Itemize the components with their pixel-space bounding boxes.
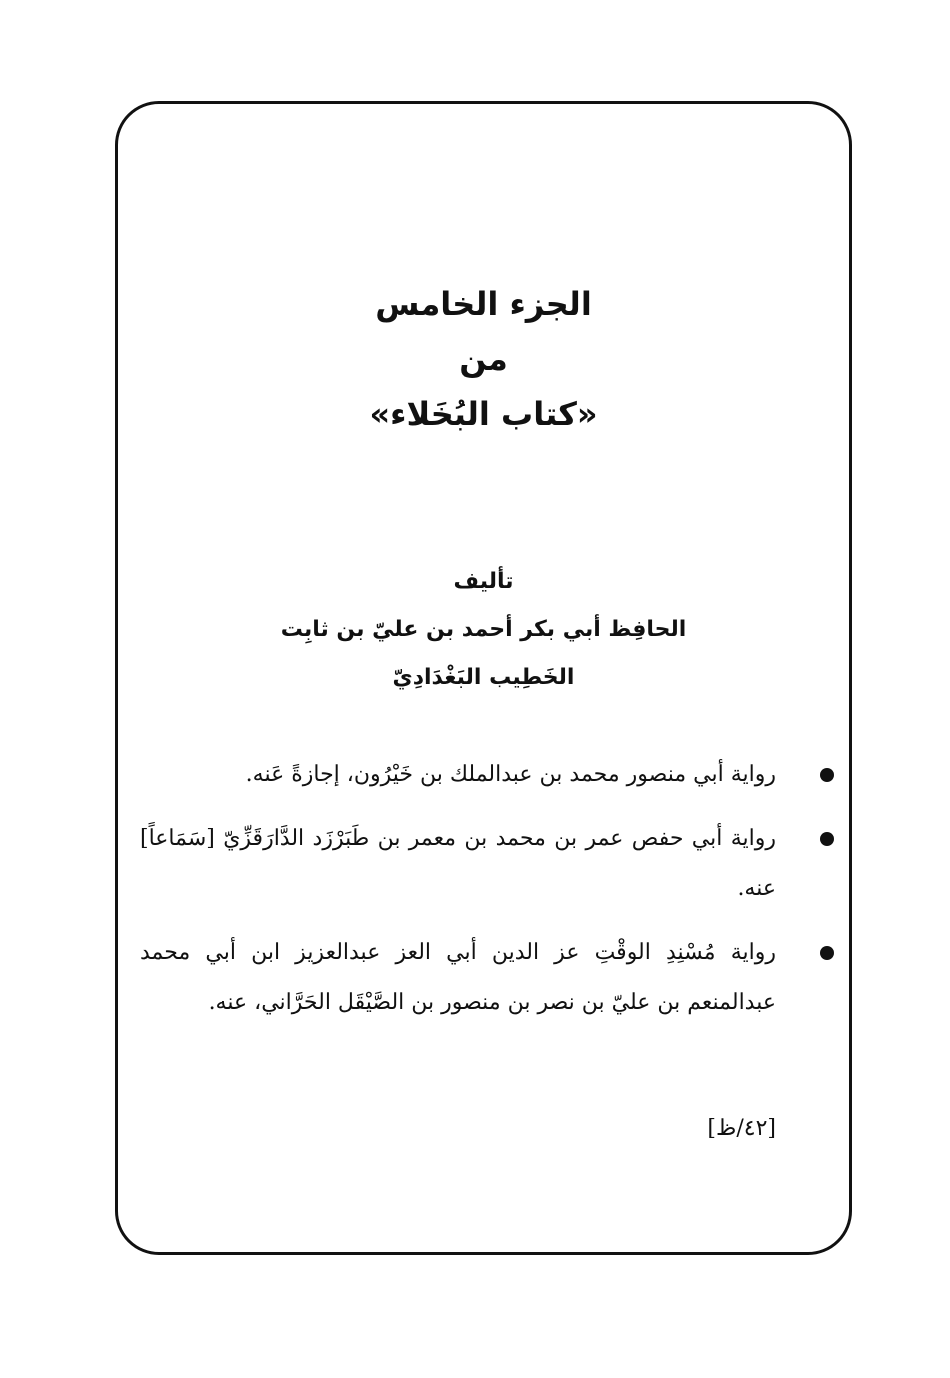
title-line-from: من (459, 340, 508, 378)
title-line-part: الجزء الخامس (375, 285, 592, 323)
bullet-icon (820, 832, 834, 846)
bullet-icon (820, 768, 834, 782)
list-item (140, 814, 842, 914)
title-line-book-name: «كتاب البُخَلاء» (369, 395, 598, 433)
list-item-text: رواية أبي منصور محمد بن عبدالملك بن خَيْرُون، إجازةً عَنه. (245, 762, 776, 787)
book-title (115, 277, 852, 442)
list-item (140, 928, 842, 1028)
list-item-text: رواية مُسْنِدِ الوقْتِ عز الدين أبي العز عبدالعزيز ابن أبي محمد عبدالمنعم بن عليّ بن نصر بن منصور بن الصَّيْقَل الحَرَّاني، عنه. (140, 940, 776, 1015)
bullet-icon (820, 946, 834, 960)
list-item-text: رواية أبي حفص عمر بن محمد بن معمر بن طَبَرْزَد الدَّارَقَزِّيّ [سَمَاعاً] عنه. (140, 826, 776, 901)
author-nisba: الخَطِيب البَغْدَادِيّ (392, 665, 575, 690)
list-item (140, 750, 842, 800)
folio-reference: [٤٢/ظ] (707, 1116, 776, 1141)
transmission-list (140, 750, 842, 1042)
author-block (115, 558, 852, 702)
author-heading: تأليف (453, 569, 514, 594)
author-name: الحافِظ أبي بكر أحمد بن عليّ بن ثابِت (280, 617, 687, 642)
